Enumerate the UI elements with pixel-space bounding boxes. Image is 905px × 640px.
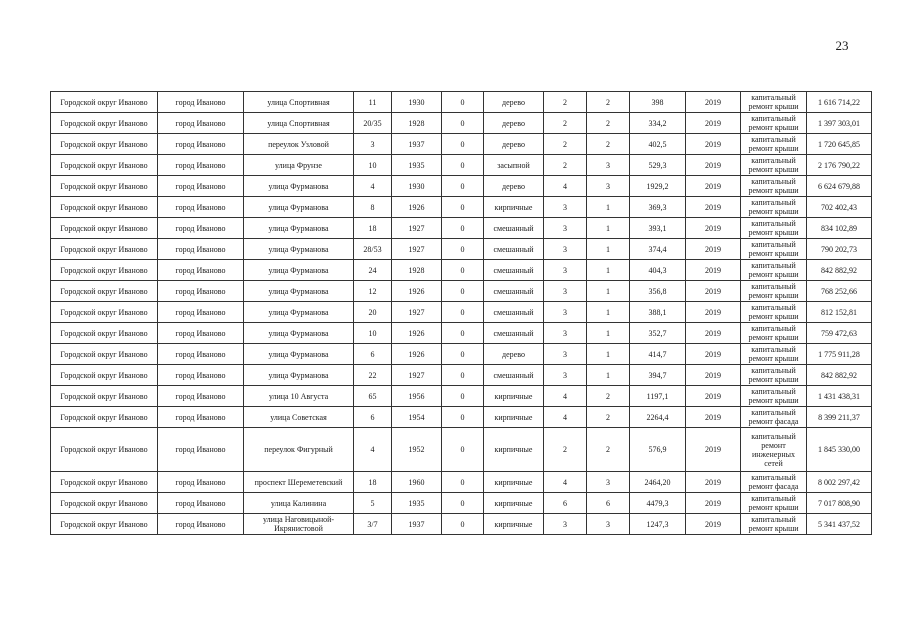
floors-cell: 4 [544,472,587,493]
street-cell: улица Советская [244,407,354,428]
settlement-cell: город Иваново [158,134,244,155]
area-cell: 374,4 [630,239,686,260]
entrances-cell: 1 [587,365,630,386]
year-built-cell: 1927 [392,218,442,239]
floors-cell: 2 [544,428,587,472]
house-number-cell: 12 [354,281,392,302]
street-cell: переулок Фигурный [244,428,354,472]
house-number-cell: 20 [354,302,392,323]
municipality-cell: Городской округ Иваново [51,92,158,113]
wall-material-cell: дерево [484,176,544,197]
municipality-cell: Городской округ Иваново [51,514,158,535]
house-number-cell: 24 [354,260,392,281]
table-row [51,302,872,323]
settlement-cell: город Иваново [158,323,244,344]
house-number-cell: 20/35 [354,113,392,134]
house-number-cell: 3 [354,134,392,155]
table-row [51,239,872,260]
floors-cell: 2 [544,155,587,176]
year-built-cell: 1937 [392,134,442,155]
street-cell: улица Фурманова [244,176,354,197]
municipality-cell: Городской округ Иваново [51,428,158,472]
municipality-cell: Городской округ Иваново [51,176,158,197]
settlement-cell: город Иваново [158,302,244,323]
entrances-cell: 2 [587,134,630,155]
area-cell: 2464,20 [630,472,686,493]
year-cell: 2019 [686,260,741,281]
table-row [51,428,872,472]
year-commissioned-cell: 0 [442,514,484,535]
table-row [51,260,872,281]
year-built-cell: 1926 [392,197,442,218]
year-cell: 2019 [686,514,741,535]
year-built-cell: 1926 [392,344,442,365]
wall-material-cell: смешанный [484,365,544,386]
street-cell: улица Фурманова [244,260,354,281]
entrances-cell: 2 [587,407,630,428]
floors-cell: 3 [544,260,587,281]
year-commissioned-cell: 0 [442,155,484,176]
entrances-cell: 3 [587,176,630,197]
house-number-cell: 8 [354,197,392,218]
cost-cell: 6 624 679,88 [807,176,872,197]
municipality-cell: Городской округ Иваново [51,239,158,260]
municipality-cell: Городской округ Иваново [51,197,158,218]
area-cell: 404,3 [630,260,686,281]
year-commissioned-cell: 0 [442,176,484,197]
municipality-cell: Городской округ Иваново [51,155,158,176]
year-cell: 2019 [686,113,741,134]
work-type-cell: капитальный ремонт крыши [741,323,807,344]
floors-cell: 4 [544,386,587,407]
wall-material-cell: смешанный [484,281,544,302]
year-built-cell: 1937 [392,514,442,535]
work-type-cell: капитальный ремонт крыши [741,218,807,239]
street-cell: улица Фурманова [244,344,354,365]
entrances-cell: 3 [587,514,630,535]
house-number-cell: 5 [354,493,392,514]
entrances-cell: 1 [587,197,630,218]
wall-material-cell: кирпичные [484,472,544,493]
table-row [51,281,872,302]
settlement-cell: город Иваново [158,155,244,176]
year-cell: 2019 [686,92,741,113]
cost-cell: 842 882,92 [807,260,872,281]
entrances-cell: 2 [587,113,630,134]
table-body [51,92,872,535]
street-cell: улица Спортивная [244,113,354,134]
work-type-cell: капитальный ремонт крыши [741,514,807,535]
year-commissioned-cell: 0 [442,493,484,514]
table-row [51,514,872,535]
house-number-cell: 22 [354,365,392,386]
cost-cell: 8 002 297,42 [807,472,872,493]
floors-cell: 2 [544,113,587,134]
entrances-cell: 3 [587,155,630,176]
house-number-cell: 65 [354,386,392,407]
cost-cell: 702 402,43 [807,197,872,218]
settlement-cell: город Иваново [158,344,244,365]
cost-cell: 1 775 911,28 [807,344,872,365]
street-cell: улица Наговицыной-Икрянистовой [244,514,354,535]
work-type-cell: капитальный ремонт крыши [741,176,807,197]
entrances-cell: 2 [587,92,630,113]
municipality-cell: Городской округ Иваново [51,386,158,407]
work-type-cell: капитальный ремонт инженерных сетей [741,428,807,472]
street-cell: улица Фрунзе [244,155,354,176]
cost-cell: 1 431 438,31 [807,386,872,407]
table-row [51,197,872,218]
floors-cell: 3 [544,197,587,218]
work-type-cell: капитальный ремонт крыши [741,239,807,260]
street-cell: улица Фурманова [244,365,354,386]
year-commissioned-cell: 0 [442,472,484,493]
area-cell: 393,1 [630,218,686,239]
house-number-cell: 6 [354,407,392,428]
municipality-cell: Городской округ Иваново [51,218,158,239]
year-commissioned-cell: 0 [442,218,484,239]
year-commissioned-cell: 0 [442,386,484,407]
year-built-cell: 1926 [392,323,442,344]
year-built-cell: 1960 [392,472,442,493]
municipality-cell: Городской округ Иваново [51,493,158,514]
cost-cell: 1 845 330,00 [807,428,872,472]
work-type-cell: капитальный ремонт крыши [741,113,807,134]
housing-repair-table [50,91,872,535]
year-cell: 2019 [686,472,741,493]
wall-material-cell: кирпичные [484,428,544,472]
wall-material-cell: кирпичные [484,493,544,514]
wall-material-cell: кирпичные [484,197,544,218]
wall-material-cell: смешанный [484,260,544,281]
year-cell: 2019 [686,176,741,197]
year-built-cell: 1952 [392,428,442,472]
area-cell: 356,8 [630,281,686,302]
settlement-cell: город Иваново [158,514,244,535]
cost-cell: 8 399 211,37 [807,407,872,428]
wall-material-cell: смешанный [484,323,544,344]
street-cell: улица Фурманова [244,218,354,239]
cost-cell: 5 341 437,52 [807,514,872,535]
entrances-cell: 3 [587,472,630,493]
settlement-cell: город Иваново [158,493,244,514]
municipality-cell: Городской округ Иваново [51,260,158,281]
cost-cell: 2 176 790,22 [807,155,872,176]
settlement-cell: город Иваново [158,176,244,197]
table-row [51,386,872,407]
year-built-cell: 1954 [392,407,442,428]
year-commissioned-cell: 0 [442,197,484,218]
year-cell: 2019 [686,302,741,323]
area-cell: 398 [630,92,686,113]
wall-material-cell: дерево [484,92,544,113]
year-built-cell: 1930 [392,176,442,197]
year-built-cell: 1935 [392,493,442,514]
year-commissioned-cell: 0 [442,323,484,344]
year-built-cell: 1927 [392,239,442,260]
year-commissioned-cell: 0 [442,239,484,260]
house-number-cell: 28/53 [354,239,392,260]
year-commissioned-cell: 0 [442,260,484,281]
floors-cell: 3 [544,239,587,260]
floors-cell: 2 [544,92,587,113]
house-number-cell: 4 [354,428,392,472]
house-number-cell: 10 [354,323,392,344]
year-cell: 2019 [686,407,741,428]
wall-material-cell: засыпной [484,155,544,176]
house-number-cell: 3/7 [354,514,392,535]
street-cell: переулок Узловой [244,134,354,155]
year-commissioned-cell: 0 [442,281,484,302]
year-commissioned-cell: 0 [442,302,484,323]
house-number-cell: 10 [354,155,392,176]
area-cell: 1197,1 [630,386,686,407]
table-row [51,344,872,365]
street-cell: улица Фурманова [244,281,354,302]
entrances-cell: 2 [587,428,630,472]
settlement-cell: город Иваново [158,472,244,493]
house-number-cell: 6 [354,344,392,365]
table-row [51,155,872,176]
wall-material-cell: дерево [484,113,544,134]
area-cell: 394,7 [630,365,686,386]
year-built-cell: 1926 [392,281,442,302]
cost-cell: 1 616 714,22 [807,92,872,113]
year-cell: 2019 [686,323,741,344]
work-type-cell: капитальный ремонт крыши [741,281,807,302]
cost-cell: 842 882,92 [807,365,872,386]
entrances-cell: 1 [587,344,630,365]
work-type-cell: капитальный ремонт фасада [741,472,807,493]
table-row [51,218,872,239]
municipality-cell: Городской округ Иваново [51,344,158,365]
work-type-cell: капитальный ремонт крыши [741,344,807,365]
floors-cell: 4 [544,407,587,428]
year-commissioned-cell: 0 [442,344,484,365]
cost-cell: 790 202,73 [807,239,872,260]
house-number-cell: 18 [354,218,392,239]
area-cell: 576,9 [630,428,686,472]
year-cell: 2019 [686,134,741,155]
wall-material-cell: дерево [484,134,544,155]
settlement-cell: город Иваново [158,239,244,260]
house-number-cell: 11 [354,92,392,113]
area-cell: 1247,3 [630,514,686,535]
municipality-cell: Городской округ Иваново [51,113,158,134]
year-built-cell: 1928 [392,260,442,281]
year-built-cell: 1927 [392,302,442,323]
table-row [51,493,872,514]
cost-cell: 7 017 808,90 [807,493,872,514]
year-built-cell: 1927 [392,365,442,386]
settlement-cell: город Иваново [158,92,244,113]
street-cell: улица Фурманова [244,239,354,260]
page-number: 23 [835,38,849,53]
street-cell: проспект Шереметевский [244,472,354,493]
entrances-cell: 1 [587,281,630,302]
floors-cell: 6 [544,493,587,514]
table-row [51,92,872,113]
year-commissioned-cell: 0 [442,407,484,428]
settlement-cell: город Иваново [158,260,244,281]
cost-cell: 768 252,66 [807,281,872,302]
settlement-cell: город Иваново [158,197,244,218]
area-cell: 388,1 [630,302,686,323]
floors-cell: 3 [544,281,587,302]
table-row [51,365,872,386]
house-number-cell: 18 [354,472,392,493]
year-built-cell: 1928 [392,113,442,134]
street-cell: улица Спортивная [244,92,354,113]
cost-cell: 1 720 645,85 [807,134,872,155]
municipality-cell: Городской округ Иваново [51,323,158,344]
street-cell: улица 10 Августа [244,386,354,407]
area-cell: 529,3 [630,155,686,176]
table-row [51,407,872,428]
year-cell: 2019 [686,218,741,239]
area-cell: 352,7 [630,323,686,344]
year-commissioned-cell: 0 [442,113,484,134]
entrances-cell: 1 [587,218,630,239]
wall-material-cell: кирпичные [484,386,544,407]
municipality-cell: Городской округ Иваново [51,472,158,493]
street-cell: улица Фурманова [244,323,354,344]
year-cell: 2019 [686,239,741,260]
settlement-cell: город Иваново [158,428,244,472]
year-commissioned-cell: 0 [442,92,484,113]
street-cell: улица Фурманова [244,302,354,323]
floors-cell: 3 [544,344,587,365]
year-cell: 2019 [686,344,741,365]
entrances-cell: 1 [587,302,630,323]
house-number-cell: 4 [354,176,392,197]
table-row [51,472,872,493]
cost-cell: 759 472,63 [807,323,872,344]
wall-material-cell: дерево [484,344,544,365]
year-cell: 2019 [686,281,741,302]
settlement-cell: город Иваново [158,113,244,134]
settlement-cell: город Иваново [158,281,244,302]
year-commissioned-cell: 0 [442,365,484,386]
year-cell: 2019 [686,365,741,386]
floors-cell: 3 [544,365,587,386]
table-row [51,134,872,155]
year-cell: 2019 [686,428,741,472]
work-type-cell: капитальный ремонт крыши [741,197,807,218]
year-cell: 2019 [686,493,741,514]
street-cell: улица Калинина [244,493,354,514]
table-row [51,176,872,197]
municipality-cell: Городской округ Иваново [51,407,158,428]
cost-cell: 834 102,89 [807,218,872,239]
floors-cell: 2 [544,134,587,155]
floors-cell: 3 [544,514,587,535]
year-built-cell: 1956 [392,386,442,407]
work-type-cell: капитальный ремонт фасада [741,407,807,428]
street-cell: улица Фурманова [244,197,354,218]
floors-cell: 3 [544,302,587,323]
wall-material-cell: кирпичные [484,514,544,535]
area-cell: 414,7 [630,344,686,365]
settlement-cell: город Иваново [158,407,244,428]
municipality-cell: Городской округ Иваново [51,281,158,302]
wall-material-cell: смешанный [484,218,544,239]
work-type-cell: капитальный ремонт крыши [741,386,807,407]
work-type-cell: капитальный ремонт крыши [741,260,807,281]
area-cell: 4479,3 [630,493,686,514]
year-built-cell: 1935 [392,155,442,176]
table-row [51,113,872,134]
area-cell: 369,3 [630,197,686,218]
area-cell: 334,2 [630,113,686,134]
year-commissioned-cell: 0 [442,134,484,155]
entrances-cell: 1 [587,239,630,260]
floors-cell: 3 [544,323,587,344]
work-type-cell: капитальный ремонт крыши [741,493,807,514]
wall-material-cell: кирпичные [484,407,544,428]
entrances-cell: 1 [587,260,630,281]
municipality-cell: Городской округ Иваново [51,302,158,323]
area-cell: 1929,2 [630,176,686,197]
entrances-cell: 6 [587,493,630,514]
municipality-cell: Городской округ Иваново [51,134,158,155]
year-cell: 2019 [686,155,741,176]
year-cell: 2019 [686,386,741,407]
year-built-cell: 1930 [392,92,442,113]
area-cell: 402,5 [630,134,686,155]
floors-cell: 4 [544,176,587,197]
settlement-cell: город Иваново [158,218,244,239]
year-cell: 2019 [686,197,741,218]
cost-cell: 1 397 303,01 [807,113,872,134]
year-commissioned-cell: 0 [442,428,484,472]
wall-material-cell: смешанный [484,302,544,323]
work-type-cell: капитальный ремонт крыши [741,155,807,176]
municipality-cell: Городской округ Иваново [51,365,158,386]
area-cell: 2264,4 [630,407,686,428]
settlement-cell: город Иваново [158,386,244,407]
floors-cell: 3 [544,218,587,239]
table-row [51,323,872,344]
settlement-cell: город Иваново [158,365,244,386]
work-type-cell: капитальный ремонт крыши [741,302,807,323]
entrances-cell: 2 [587,386,630,407]
work-type-cell: капитальный ремонт крыши [741,92,807,113]
wall-material-cell: смешанный [484,239,544,260]
work-type-cell: капитальный ремонт крыши [741,134,807,155]
entrances-cell: 1 [587,323,630,344]
cost-cell: 812 152,81 [807,302,872,323]
work-type-cell: капитальный ремонт крыши [741,365,807,386]
